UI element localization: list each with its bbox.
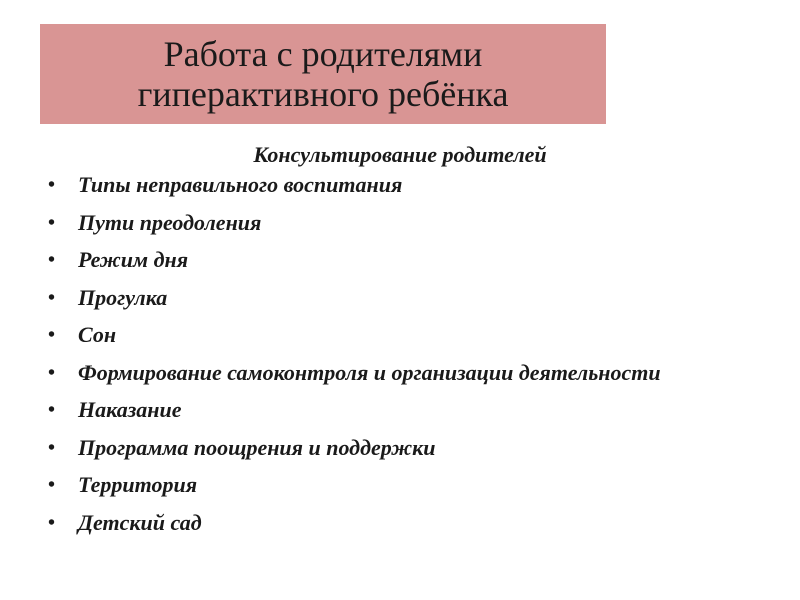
title-banner xyxy=(40,24,606,124)
subtitle-text: Консультирование родителей xyxy=(253,142,547,167)
list-item-label: Формирование самоконтроля и организации деятельности xyxy=(78,359,661,385)
list-item-label: Пути преодоления xyxy=(78,209,262,235)
subtitle xyxy=(0,142,800,168)
list-item xyxy=(48,435,688,461)
list-item xyxy=(48,360,688,386)
list-item xyxy=(48,285,688,311)
list-item xyxy=(48,210,688,236)
list-item-label: Детский сад xyxy=(78,509,202,535)
title-line-1: Работа с родителями xyxy=(163,34,483,74)
list-item-label: Сон xyxy=(78,322,117,347)
bullet-icon: • xyxy=(48,399,56,421)
list-item xyxy=(48,322,688,348)
bullet-icon: • xyxy=(48,174,56,196)
list-item-label: Режим дня xyxy=(78,247,189,272)
bullet-list xyxy=(48,172,688,547)
bullet-icon: • xyxy=(48,324,56,346)
list-item xyxy=(48,397,688,423)
bullet-icon: • xyxy=(48,474,56,496)
title-line-2: гиперактивного ребёнка xyxy=(137,74,509,114)
bullet-icon: • xyxy=(48,211,56,234)
bullet-icon: • xyxy=(48,511,56,534)
bullet-icon: • xyxy=(48,286,56,309)
list-item xyxy=(48,510,688,536)
list-item-label: Прогулка xyxy=(78,284,168,310)
list-item xyxy=(48,172,688,198)
list-item-label: Типы неправильного воспитания xyxy=(78,172,403,197)
list-item-label: Программа поощрения и поддержки xyxy=(78,434,436,460)
bullet-icon: • xyxy=(48,361,56,384)
list-item-label: Территория xyxy=(78,472,198,497)
list-item xyxy=(48,247,688,273)
list-item xyxy=(48,472,688,498)
list-item-label: Наказание xyxy=(78,397,182,422)
bullet-icon: • xyxy=(48,436,56,459)
bullet-icon: • xyxy=(48,249,56,271)
